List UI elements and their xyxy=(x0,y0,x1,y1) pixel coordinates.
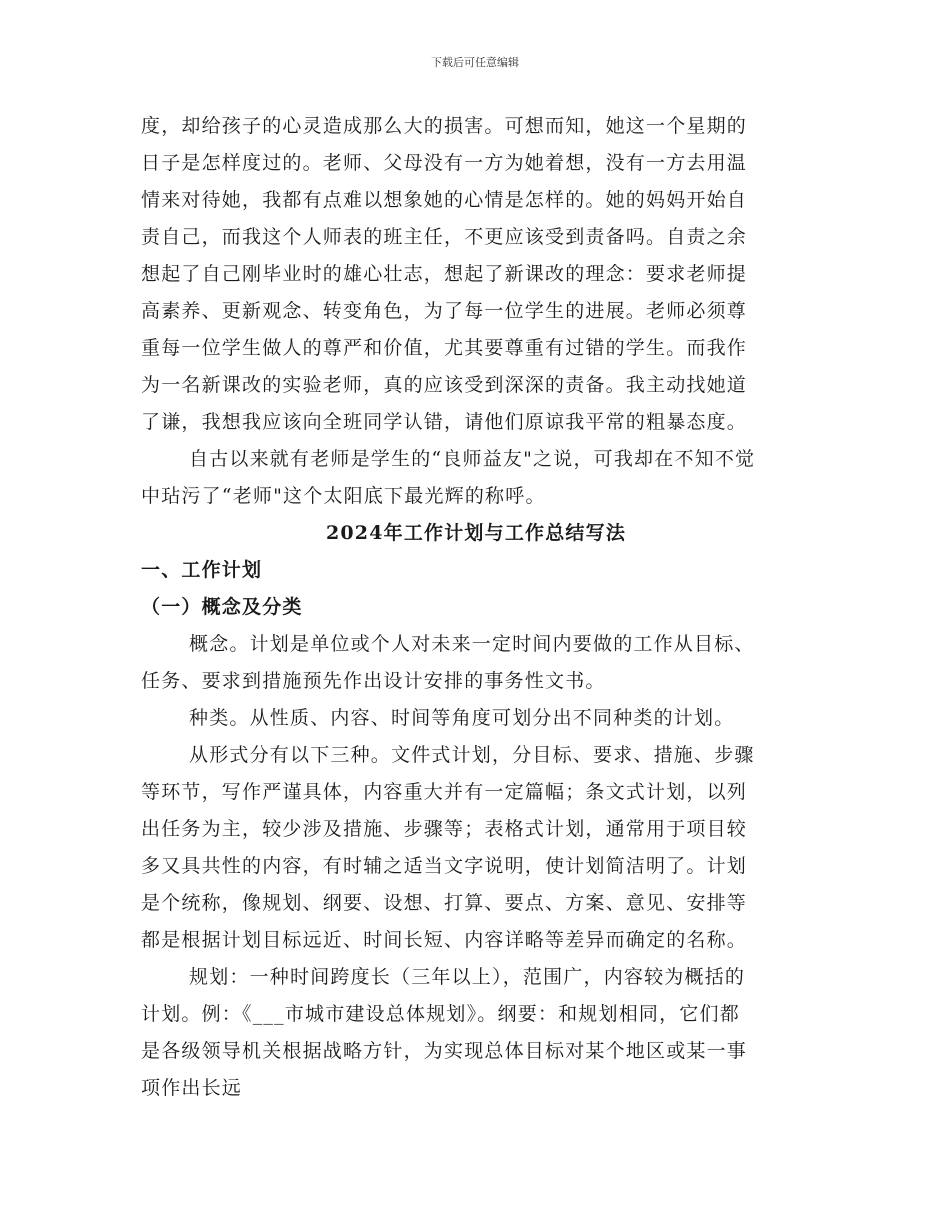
text-line: 从形式分有以下三种。文件式计划，分目标、要求、措施、步骤 xyxy=(189,744,755,766)
text-line: 任务、要求到措施预先作出设计安排的事务性文书。 xyxy=(141,670,606,692)
text-line: 高素养、更新观念、转变角色，为了每一位学生的进展。老师必须尊 xyxy=(141,300,748,322)
text-line: 概念。计划是单位或个人对未来一定时间内要做的工作从目标、 xyxy=(189,633,755,655)
text-line: 种类。从性质、内容、时间等角度可划分出不同种类的计划。 xyxy=(189,707,735,729)
text-line: 情来对待她，我都有点难以想象她的心情是怎样的。她的妈妈开始自 xyxy=(141,189,748,211)
text-line: 度，却给孩子的心灵造成那么大的损害。可想而知，她这一个星期的 xyxy=(141,115,748,137)
text-line: 中玷污了“老师"这个太阳底下最光辉的称呼。 xyxy=(141,485,546,507)
text-line: 了谦，我想我应该向全班同学认错，请他们原谅我平常的粗暴态度。 xyxy=(141,411,748,433)
text-line: 为一名新课改的实验老师，真的应该受到深深的责备。我主动找她道 xyxy=(141,374,748,396)
text-line: 自古以来就有老师是学生的“良师益友"之说，可我却在不知不觉 xyxy=(189,448,756,470)
body-text xyxy=(141,108,811,1107)
text-line: 责自己，而我这个人师表的班主任，不更应该受到责备吗。自责之余 xyxy=(141,226,748,248)
text-line: 规划：一种时间跨度长（三年以上），范围广，内容较为概括的 xyxy=(189,966,746,988)
section-title: 2024年工作计划与工作总结写法 xyxy=(325,522,627,544)
text-line: 重每一位学生做人的尊严和价值，尤其要尊重有过错的学生。而我作 xyxy=(141,337,748,359)
text-line: 出任务为主，较少涉及措施、步骤等；表格式计划，通常用于项目较 xyxy=(141,818,748,840)
text-line: 计划。例：《___市城市建设总体规划》。纲要：和规划相同，它们都 xyxy=(141,1003,740,1025)
heading-level-1: 一、工作计划 xyxy=(141,559,263,581)
text-line: 等环节，写作严谨具体，内容重大并有一定篇幅；条文式计划，以列 xyxy=(141,781,748,803)
text-line: 都是根据计划目标远近、时间长短、内容详略等差异而确定的名称。 xyxy=(141,929,748,951)
text-line: 日子是怎样度过的。老师、父母没有一方为她着想，没有一方去用温 xyxy=(141,152,748,174)
heading-level-2: （一）概念及分类 xyxy=(141,596,303,618)
text-line: 想起了自己刚毕业时的雄心壮志，想起了新课改的理念：要求老师提 xyxy=(141,263,748,285)
text-line: 多又具共性的内容，有时辅之适当文字说明，使计划简洁明了。计划 xyxy=(141,855,748,877)
text-line: 是各级领导机关根据战略方针，为实现总体目标对某个地区或某一事 xyxy=(141,1040,748,1062)
text-line: 是个统称，像规划、纲要、设想、打算、要点、方案、意见、安排等 xyxy=(141,892,748,914)
page-header: 下载后可任意编辑 xyxy=(431,56,519,69)
text-line: 项作出长远 xyxy=(141,1077,243,1099)
